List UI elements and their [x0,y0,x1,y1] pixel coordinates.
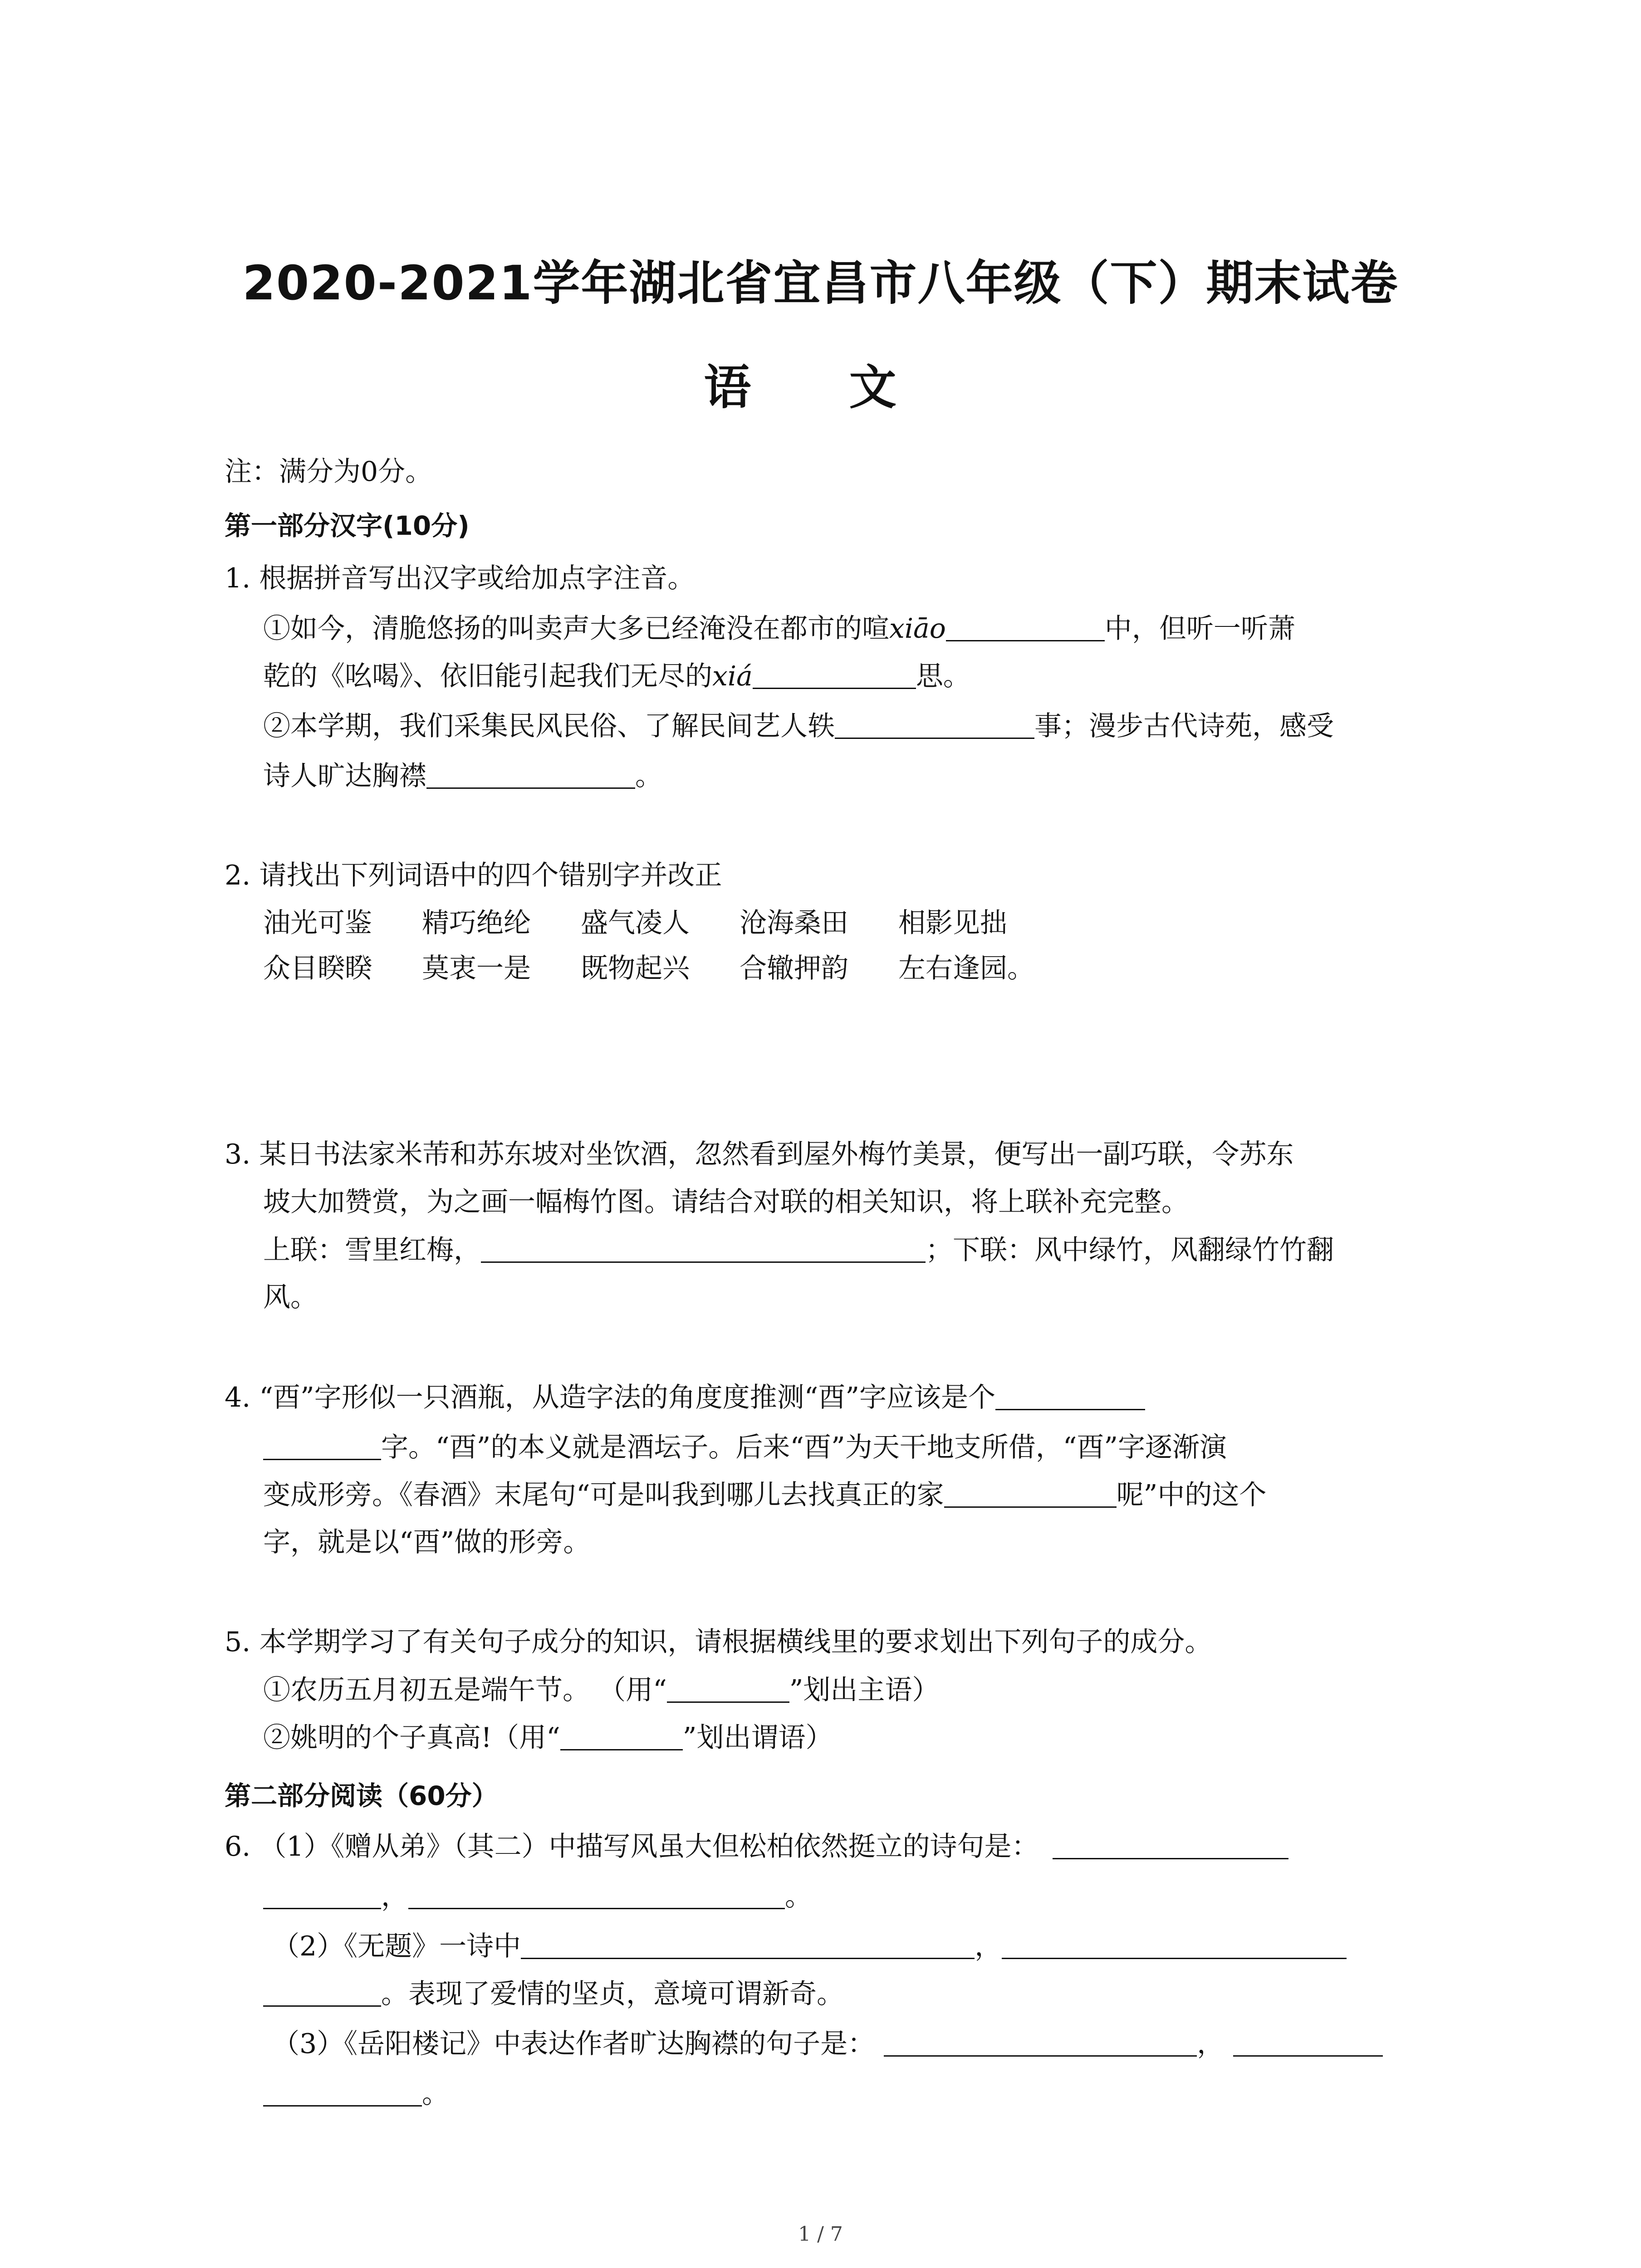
question-1-line-4: 诗人旷达胸襟 。 [263,760,662,792]
question-4-line-3: 变成形旁。《春酒》末尾句“可是叫我到哪儿去找真正的家 呢”中的这个 [263,1479,1267,1511]
answer-blank[interactable] [426,762,635,789]
answer-blank[interactable] [263,1882,381,1909]
question-6-line-1: 6. （1）《赠从弟》（其二）中描写风虽大但松柏依然挺立的诗句是： [225,1833,1288,1860]
word-item: 左右逢园。 [898,953,1034,984]
question-1-line-3: ②本学期，我们采集民风民俗、了解民间艺人轶 事；漫步古代诗苑，感受 [263,710,1334,742]
answer-blank[interactable] [884,2030,1197,2057]
answer-blank[interactable] [944,1481,1117,1508]
answer-blank[interactable] [263,2080,422,2107]
word-item: 合辙押韵 [740,953,848,984]
question-3-line-4: 风。 [263,1281,318,1313]
word-item: 盛气凌人 [581,907,690,939]
question-5-line-2: ②姚明的个子真高!（用“ ”划出谓语） [263,1722,833,1754]
answer-blank[interactable] [408,1882,785,1909]
answer-blank[interactable] [263,1433,381,1460]
question-2-stem: 2. 请找出下列词语中的四个错别字并改正 [225,860,722,891]
answer-blank[interactable] [753,662,916,689]
question-4-line-4: 字，就是以“酉”做的形旁。 [263,1526,591,1558]
answer-blank[interactable] [521,1932,975,1959]
section-heading-part1: 第一部分汉字(10分) [225,510,470,541]
question-5-stem: 5. 本学期学习了有关句子成分的知识，请根据横线里的要求划出下列句子的成分。 [225,1626,1212,1658]
word-item: 精巧绝纶 [422,907,531,939]
answer-blank[interactable] [481,1236,926,1263]
question-1-line-1: ①如今，清脆悠扬的叫卖声大多已经淹没在都市的喧xiāo 中，但听一听萧 [263,613,1295,645]
pinyin: xiāo [889,613,946,645]
question-3-line-2: 坡大加赞赏，为之画一幅梅竹图。请结合对联的相关知识，将上联补充完整。 [263,1186,1189,1218]
word-row-2 [263,955,1084,982]
question-6-line-2: ， 。 [263,1882,812,1910]
answer-blank[interactable] [995,1383,1145,1410]
word-item: 沧海桑田 [740,907,848,939]
subject-title: 语 文 [704,360,937,415]
question-6-line-5: （3）《岳阳楼记》中表达作者旷达胸襟的句子是： ， [272,2030,1383,2058]
answer-blank[interactable] [1233,2030,1383,2057]
question-5-line-1: ①农历五月初五是端午节。 （用“ ”划出主语） [263,1674,940,1706]
question-1-stem: 1. 根据拼音写出汉字或给加点字注音。 [225,562,695,594]
score-note: 注：满分为0分。 [225,456,433,488]
answer-blank[interactable] [946,615,1105,641]
answer-blank[interactable] [835,712,1034,739]
page-title: 2020-2021学年湖北省宜昌市八年级（下）期末试卷 [242,255,1399,311]
answer-blank[interactable] [560,1724,683,1750]
question-4-line-1: 4. “酉”字形似一只酒瓶，从造字法的角度度推测“酉”字应该是个 [225,1383,1145,1411]
word-item: 既物起兴 [581,953,690,984]
question-3-line-1: 3. 某日书法家米芾和苏东坡对坐饮酒，忽然看到屋外梅竹美景，便写出一副巧联，令苏东 [225,1139,1294,1170]
page-number: 1 / 7 [798,2223,843,2246]
answer-blank[interactable] [667,1676,789,1703]
pinyin: xiá [712,660,753,692]
question-4-line-2: 字。“酉”的本义就是酒坛子。后来“酉”为天干地支所借，“酉”字逐渐演 [263,1433,1227,1461]
word-item: 莫衷一是 [422,953,531,984]
word-item: 相影见拙 [898,907,1007,939]
answer-blank[interactable] [263,1980,381,2007]
answer-blank[interactable] [1053,1833,1288,1859]
question-6-line-3: （2）《无题》一诗中 ， [272,1932,1347,1960]
word-item: 油光可鉴 [263,907,372,939]
word-row-1 [263,909,1057,937]
question-1-line-2: 乾的《吆喝》、依旧能引起我们无尽的xiá 思。 [263,660,970,692]
answer-blank[interactable] [1002,1932,1347,1959]
question-3-line-3: 上联：雪里红梅， ；下联：风中绿竹，风翻绿竹竹翻 [263,1234,1334,1266]
question-6-line-4: 。表现了爱情的坚贞，意境可谓新奇。 [263,1980,844,2008]
section-heading-part2: 第二部分阅读（60分） [225,1780,498,1811]
question-6-line-6: 。 [263,2080,449,2107]
word-item: 众目睽睽 [263,953,372,984]
